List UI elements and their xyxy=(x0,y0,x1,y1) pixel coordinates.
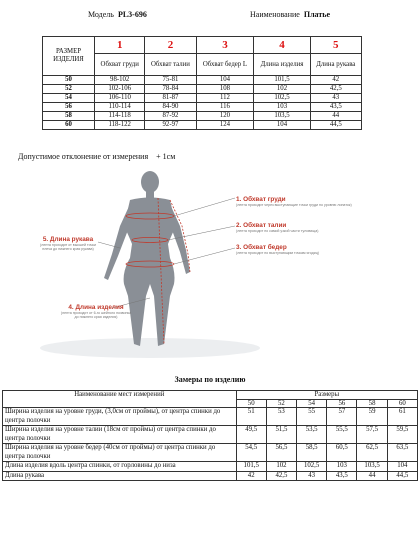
size-value-cell: 106-110 xyxy=(95,94,145,103)
garment-row xyxy=(3,471,418,480)
size-header: РАЗМЕР ИЗДЕЛИЯ xyxy=(43,37,95,76)
measurement-value: 54,5 xyxy=(236,444,266,462)
name-label: Наименование xyxy=(250,10,300,19)
size-value-cell: 110-114 xyxy=(95,103,145,112)
measurement-value: 43 xyxy=(297,471,327,480)
column-number: 2 xyxy=(145,37,196,54)
col-sizes-header: Размеры xyxy=(236,391,417,400)
size-value-cell: 84-90 xyxy=(145,103,196,112)
size-column-header: 54 xyxy=(297,400,327,408)
measurement-value: 42,5 xyxy=(266,471,296,480)
size-row xyxy=(43,85,362,94)
measurement-value: 53 xyxy=(266,408,296,426)
column-label: Обхват груди xyxy=(95,54,145,76)
annotation-title: 3. Обхват бедер xyxy=(236,244,287,251)
model-value: PL3-696 xyxy=(117,10,147,19)
measurement-label: Длина изделия вдоль центра спинки, от горловины до низа xyxy=(3,462,237,471)
size-value-cell: 92-97 xyxy=(145,121,196,130)
size-value-cell: 75-81 xyxy=(145,76,196,85)
column-number: 5 xyxy=(310,37,361,54)
measurement-value: 55,5 xyxy=(327,426,357,444)
garment-row xyxy=(3,426,418,444)
measurement-value: 63,5 xyxy=(387,444,417,462)
measurement-label: Ширина изделия на уровне бедер (40см от проймы) от центра спинки до центра полочки xyxy=(3,444,237,462)
garment-table-title: Замеры по изделию xyxy=(174,375,246,384)
annotation-sleeve xyxy=(36,236,100,252)
annotation-desc: (лента проходит через выступающие точки груди по уровню лопаток) xyxy=(236,203,352,207)
column-label: Обхват талии xyxy=(145,54,196,76)
model-line xyxy=(88,10,147,19)
size-value-cell: 116 xyxy=(196,103,254,112)
name-line xyxy=(250,10,330,19)
size-value-cell: 124 xyxy=(196,121,254,130)
measurement-illustration xyxy=(0,168,420,364)
model-label: Модель xyxy=(88,10,114,19)
tolerance-text: Допустимое отклонение от измерения xyxy=(18,152,149,161)
size-row xyxy=(43,112,362,121)
annotation-title: 1. Обхват груди xyxy=(236,196,286,203)
size-column-header: 58 xyxy=(357,400,387,408)
annotation-length xyxy=(60,304,132,320)
measurement-value: 51 xyxy=(236,408,266,426)
annotation-title: 5. Длина рукава xyxy=(42,236,94,243)
measurement-value: 61 xyxy=(387,408,417,426)
col-name-header: Наименование мест измерений xyxy=(3,391,237,408)
column-label: Длина рукава xyxy=(310,54,361,76)
size-value-cell: 98-102 xyxy=(95,76,145,85)
size-value-cell: 43,5 xyxy=(310,103,361,112)
size-value-cell: 78-84 xyxy=(145,85,196,94)
size-value-cell: 104 xyxy=(196,76,254,85)
measurement-value: 103 xyxy=(327,462,357,471)
size-value-cell: 102-106 xyxy=(95,85,145,94)
size-column-header: 60 xyxy=(387,400,417,408)
annotation-desc: (лента проходит по самой узкой части туловища) xyxy=(236,229,319,233)
annotation-hips xyxy=(236,244,356,255)
measurement-value: 101,5 xyxy=(236,462,266,471)
size-column-header: 56 xyxy=(327,400,357,408)
tolerance-value: + 1см xyxy=(156,152,176,161)
size-column-header: 52 xyxy=(266,400,296,408)
size-value-cell: 102 xyxy=(254,85,310,94)
size-value-cell: 42 xyxy=(310,76,361,85)
garment-row xyxy=(3,462,418,471)
size-row xyxy=(43,103,362,112)
annotation-desc: (лента проходит по выступающим точкам ягодиц) xyxy=(236,251,319,255)
size-value-cell: 112 xyxy=(196,94,254,103)
size-value-cell: 114-118 xyxy=(95,112,145,121)
tolerance-line xyxy=(18,152,175,161)
size-cell: 52 xyxy=(43,85,95,94)
size-value-cell: 118-122 xyxy=(95,121,145,130)
measurement-value: 57 xyxy=(327,408,357,426)
size-value-cell: 108 xyxy=(196,85,254,94)
measurement-value: 103,5 xyxy=(357,462,387,471)
measurement-value: 44 xyxy=(357,471,387,480)
measurement-value: 43,5 xyxy=(327,471,357,480)
size-column-header: 50 xyxy=(236,400,266,408)
measurement-value: 56,5 xyxy=(266,444,296,462)
size-value-cell: 102,5 xyxy=(254,94,310,103)
column-label: Обхват бедер L xyxy=(196,54,254,76)
size-value-cell: 42,5 xyxy=(310,85,361,94)
measurement-value: 59,5 xyxy=(387,426,417,444)
size-row xyxy=(43,76,362,85)
measurement-value: 53,5 xyxy=(297,426,327,444)
size-cell: 50 xyxy=(43,76,95,85)
column-number: 3 xyxy=(196,37,254,54)
measurement-value: 59 xyxy=(357,408,387,426)
garment-row xyxy=(3,408,418,426)
size-value-cell: 120 xyxy=(196,112,254,121)
size-value-cell: 44,5 xyxy=(310,121,361,130)
garment-table xyxy=(2,390,418,481)
measurement-value: 57,5 xyxy=(357,426,387,444)
column-label: Длина изделия xyxy=(254,54,310,76)
body-figure-illustration xyxy=(0,168,420,364)
garment-row xyxy=(3,444,418,462)
annotation-desc: (лента проходит от высшей точки плеча до нижнего края рукава) xyxy=(40,243,96,252)
measurement-value: 102 xyxy=(266,462,296,471)
size-value-cell: 44 xyxy=(310,112,361,121)
size-table xyxy=(42,36,362,130)
measurement-value: 60,5 xyxy=(327,444,357,462)
size-value-cell: 101,5 xyxy=(254,76,310,85)
measurement-value: 44,5 xyxy=(387,471,417,480)
size-cell: 54 xyxy=(43,94,95,103)
annotation-chest xyxy=(236,196,356,207)
size-value-cell: 43 xyxy=(310,94,361,103)
size-value-cell: 103,5 xyxy=(254,112,310,121)
measurement-value: 55 xyxy=(297,408,327,426)
size-value-cell: 87-92 xyxy=(145,112,196,121)
size-cell: 60 xyxy=(43,121,95,130)
size-cell: 58 xyxy=(43,112,95,121)
measurement-value: 58,5 xyxy=(297,444,327,462)
size-value-cell: 81-87 xyxy=(145,94,196,103)
measurement-value: 62,5 xyxy=(357,444,387,462)
annotation-title: 2. Обхват талии xyxy=(236,222,287,229)
size-value-cell: 104 xyxy=(254,121,310,130)
measurement-value: 49,5 xyxy=(236,426,266,444)
size-value-cell: 103 xyxy=(254,103,310,112)
measurement-value: 51,5 xyxy=(266,426,296,444)
size-row xyxy=(43,94,362,103)
measurement-value: 104 xyxy=(387,462,417,471)
column-number: 4 xyxy=(254,37,310,54)
body-silhouette xyxy=(104,171,190,346)
annotation-waist xyxy=(236,222,356,233)
column-number: 1 xyxy=(95,37,145,54)
measurement-value: 102,5 xyxy=(297,462,327,471)
name-value: Платье xyxy=(303,10,331,19)
annotation-desc: (лента проходит от 6-го шейного позвонка до нижнего края изделия) xyxy=(60,311,132,320)
measurement-label: Длина рукава xyxy=(3,471,237,480)
measurement-value: 42 xyxy=(236,471,266,480)
annotation-title: 4. Длина изделия xyxy=(68,304,124,311)
size-cell: 56 xyxy=(43,103,95,112)
document-header xyxy=(0,10,420,24)
measurement-label: Ширина изделия на уровне груди, (3,0см от проймы), от центра спинки до центра полочки xyxy=(3,408,237,426)
floor-shadow xyxy=(40,338,260,358)
size-row xyxy=(43,121,362,130)
measurement-label: Ширина изделия на уровне талии (18см от проймы) от центра спинки до центра полочки xyxy=(3,426,237,444)
